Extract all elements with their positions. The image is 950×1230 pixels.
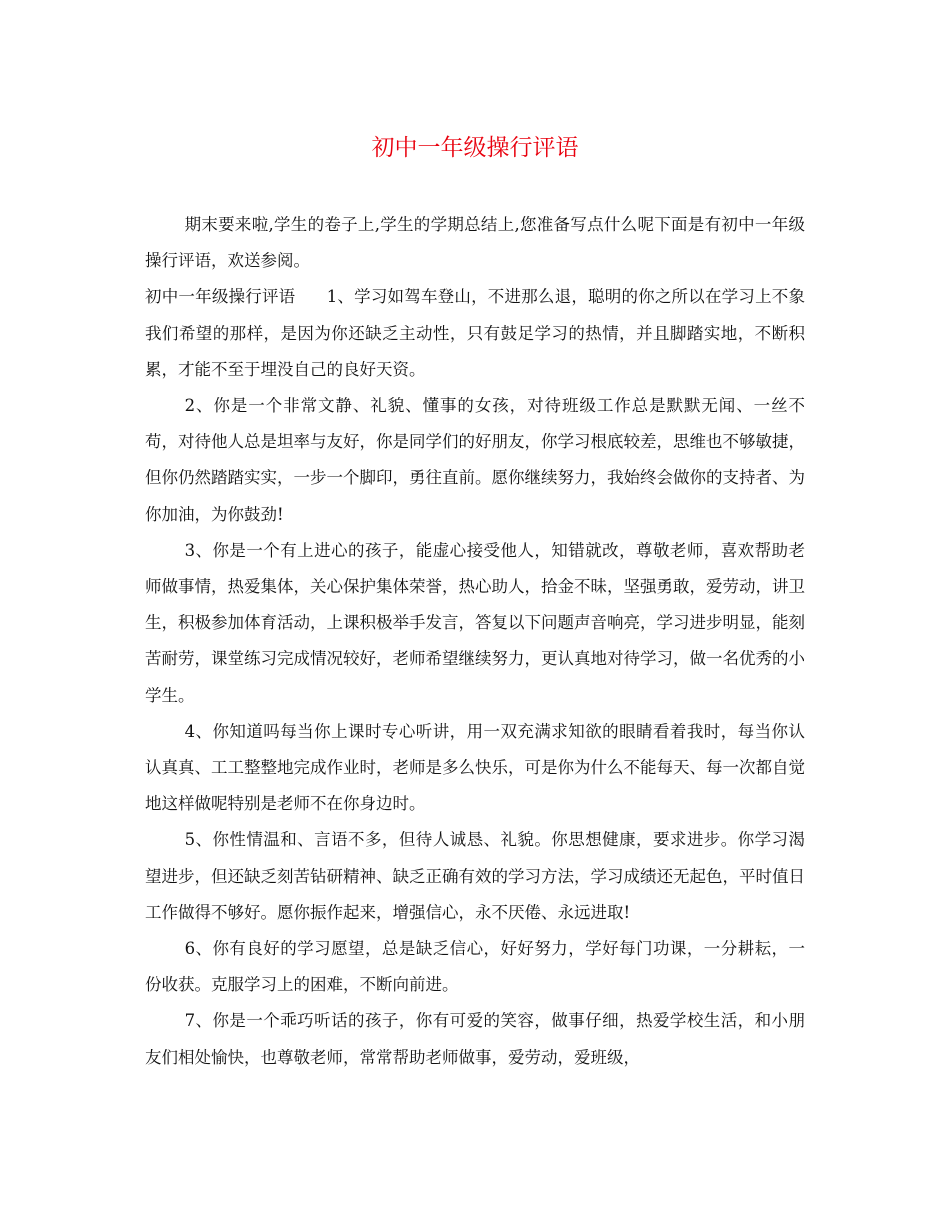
section-label: 初中一年级操行评语 [145, 287, 296, 307]
paragraph-3: 3、你是一个有上进心的孩子，能虚心接受他人，知错就改，尊敬老师，喜欢帮助老师做事情，热爱集体，关心保护集体荣誉，热心助人，拾金不昧，坚强勇敢，爱劳动，讲卫生，积极参加体育活动，上课积极举手发言，答复以下问题声音响亮，学习进步明显，能刻苦耐劳，课堂练习完成情况较好，老师希望继续努力，更认真地对待学习，做一名优秀的小学生。 [145, 540, 805, 705]
document-title: 初中一年级操行评语 [371, 135, 579, 161]
paragraph-1 [145, 279, 805, 388]
paragraph-7: 7、你是一个乖巧听话的孩子，你有可爱的笑容，做事仔细，热爱学校生活，和小朋友们相处愉快，也尊敬老师，常常帮助老师做事，爱劳动，爱班级， [145, 1011, 805, 1067]
paragraph-4: 4、你知道吗每当你上课时专心听讲，用一双充满求知欲的眼睛看着我时，每当你认认真真、工工整整地完成作业时，老师是多么快乐，可是你为什么不能每天、每一次都自觉地这样做呢特别是老师不在你身边时。 [145, 721, 805, 814]
paragraph-6: 6、你有良好的学习愿望，总是缺乏信心，好好努力，学好每门功课，一分耕耘，一份收获。克服学习上的困难，不断向前进。 [145, 939, 805, 995]
paragraph-5: 5、你性情温和、言语不多，但待人诚恳、礼貌。你思想健康，要求进步。你学习渴望进步，但还缺乏刻苦钻研精神、缺乏正确有效的学习方法，学习成绩还无起色，平时值日工作做得不够好。愿你振作起来，增强信心，永不厌倦、永远进取! [145, 830, 805, 922]
paragraph-2: 2、你是一个非常文静、礼貌、懂事的女孩，对待班级工作总是默默无闻、一丝不苟，对待他人总是坦率与友好，你是同学们的好朋友，你学习根底较差，思维也不够敏捷，但你仍然踏踏实实，一步一个脚印，勇往直前。愿你继续努力，我始终会做你的支持者、为你加油，为你鼓劲! [145, 396, 805, 524]
document-body [145, 207, 805, 1076]
paragraph-1-text: 1、学习如驾车登山，不进那么退，聪明的你之所以在学习上不象我们希望的那样，是因为你还缺乏主动性，只有鼓足学习的热情，并且脚踏实地，不断积累，才能不至于埋没自己的良好天资。 [145, 287, 806, 379]
intro-paragraph: 期末要来啦,学生的卷子上,学生的学期总结上,您准备写点什么呢下面是有初中一年级操行评语，欢送参阅。 [145, 215, 805, 271]
